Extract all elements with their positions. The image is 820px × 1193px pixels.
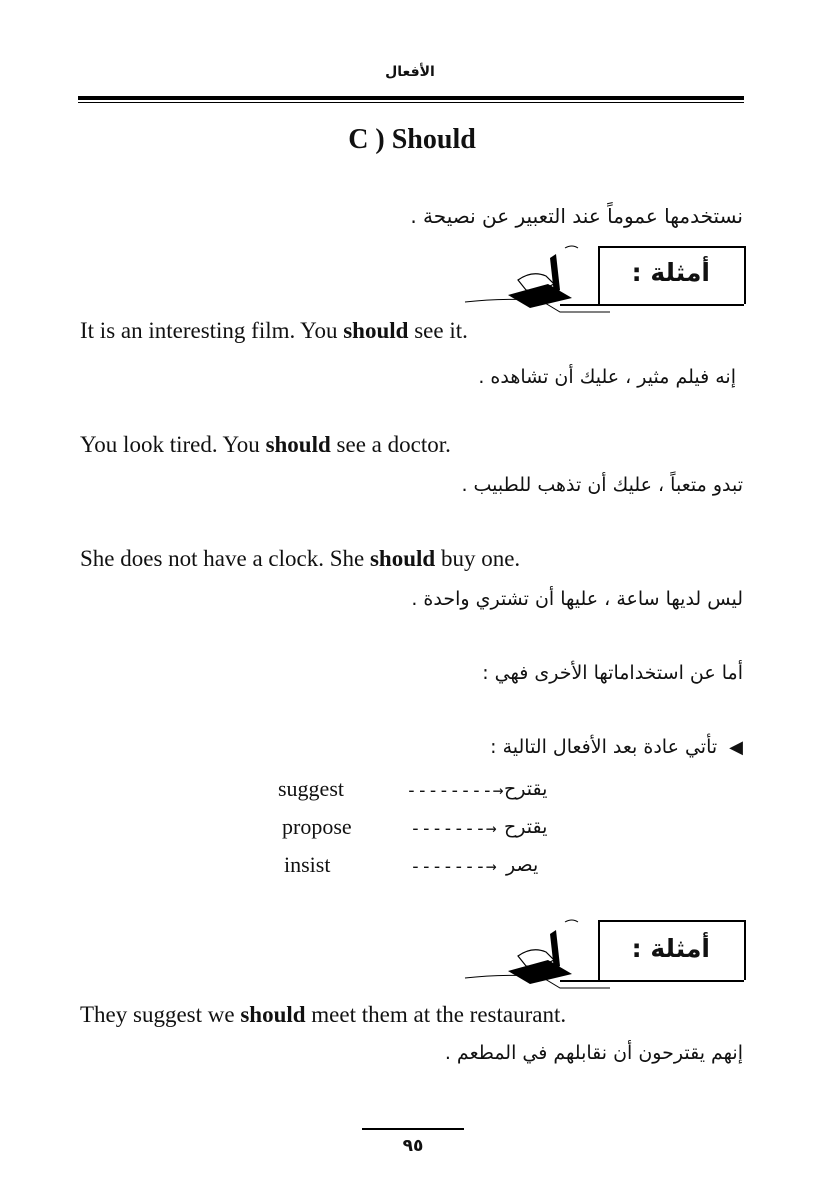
bullet-rule-text: تأتي عادة بعد الأفعال التالية :	[490, 736, 718, 758]
header-rule-thick	[78, 96, 744, 100]
example-en	[80, 318, 468, 344]
examples-label: أمثلة :	[631, 258, 710, 287]
bullet-rule	[490, 736, 743, 758]
verb-en: suggest	[278, 776, 344, 801]
other-uses-text: أما عن استخداماتها الأخرى فهي :	[482, 662, 743, 684]
example-ar: تبدو متعباً ، عليك أن تذهب للطبيب .	[461, 474, 743, 496]
pen-hand-icon	[460, 912, 610, 996]
example-en-bold: should	[343, 318, 409, 343]
example-en	[80, 546, 520, 572]
example-ar: إنه فيلم مثير ، عليك أن تشاهده .	[478, 366, 736, 388]
verb-arrow: --------→	[406, 780, 504, 801]
triangle-bullet-icon: ◀	[729, 737, 743, 758]
example-en-bold: should	[240, 1002, 306, 1027]
examples-frame-bottom	[560, 980, 744, 982]
example-en	[80, 1002, 566, 1028]
example-en-after: meet them at the restaurant.	[305, 1002, 567, 1027]
example-en-after: see a doctor.	[330, 432, 451, 457]
footer-rule	[362, 1128, 464, 1130]
example-ar: إنهم يقترحون أن نقابلهم في المطعم .	[444, 1042, 743, 1064]
example-en	[80, 432, 451, 458]
example-en-before: They suggest we	[80, 1002, 241, 1027]
verb-ar: يصر	[506, 854, 539, 876]
pen-hand-icon	[460, 240, 610, 320]
header-rule-thin	[78, 102, 744, 103]
example-en-after: buy one.	[435, 546, 521, 571]
section-heading: C ) Should	[348, 124, 476, 155]
verb-ar: يقترح	[504, 778, 548, 800]
verb-ar: يقترح	[504, 816, 548, 838]
example-en-before: She does not have a clock. She	[80, 546, 370, 571]
example-en-before: It is an interesting film. You	[80, 318, 344, 343]
examples-label-box	[460, 912, 750, 996]
verb-arrow: -------→	[410, 818, 497, 839]
example-ar: ليس لديها ساعة ، عليها أن تشتري واحدة .	[411, 588, 743, 610]
example-en-bold: should	[369, 546, 436, 571]
example-en-after: see it.	[408, 318, 468, 343]
verb-en: insist	[284, 852, 331, 877]
examples-label: أمثلة :	[631, 934, 710, 963]
intro-text: نستخدمها عموماً عند التعبير عن نصيحة .	[410, 204, 743, 228]
examples-frame-bottom	[560, 304, 744, 306]
example-en-bold: should	[265, 432, 331, 457]
examples-label-box	[460, 240, 750, 320]
verb-arrow: -------→	[410, 856, 497, 877]
chapter-title: الأفعال	[385, 64, 435, 80]
example-en-before: You look tired. You	[80, 432, 266, 457]
verb-en: propose	[282, 814, 352, 839]
page-number: ٩٥	[402, 1136, 424, 1156]
